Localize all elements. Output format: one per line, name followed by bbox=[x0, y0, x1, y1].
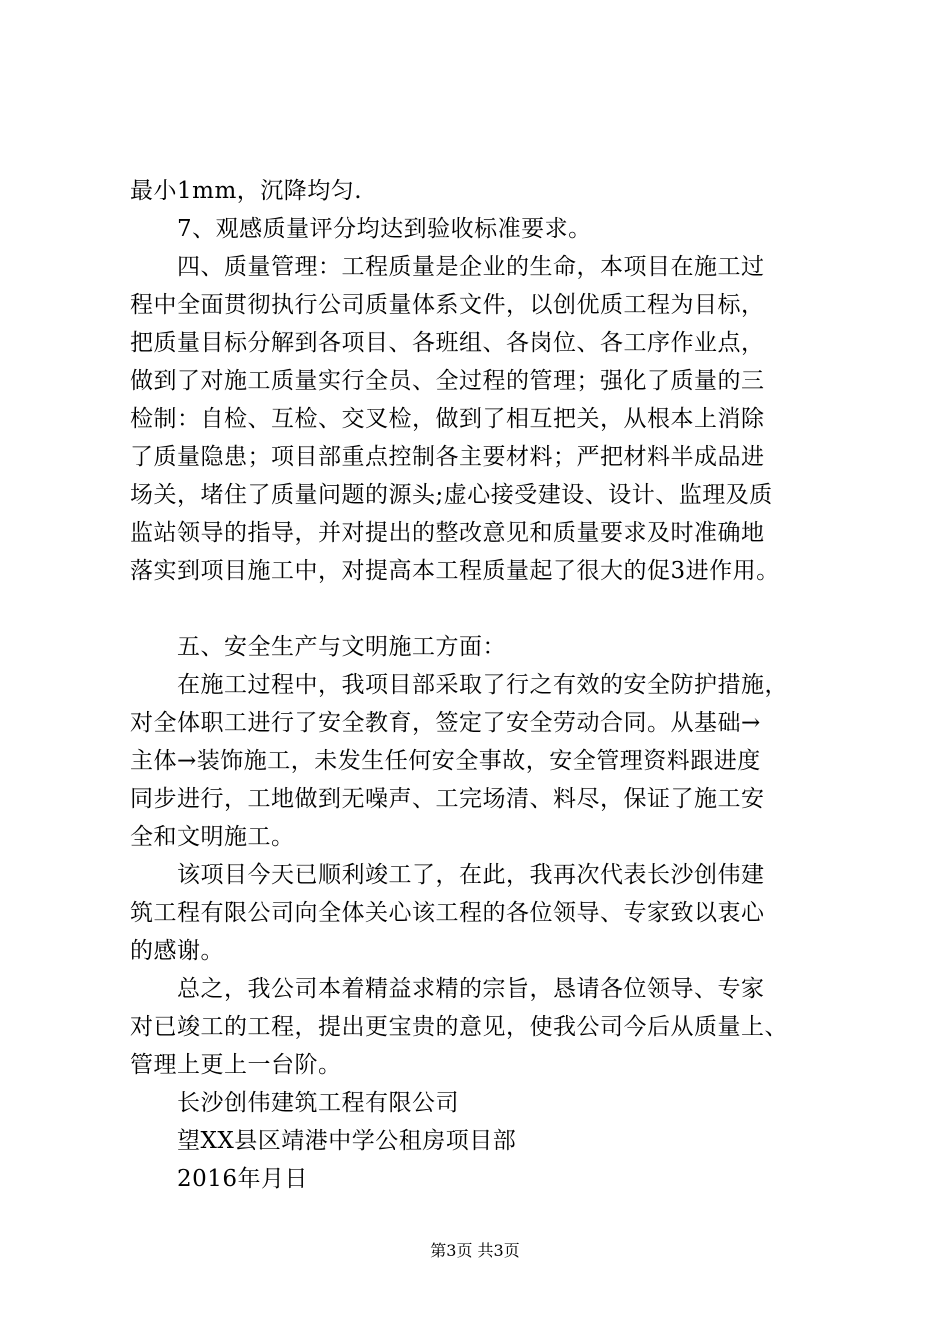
page-footer: 第3页 共3页 bbox=[430, 1241, 520, 1260]
text-line: 最小1mm，沉降均匀. bbox=[130, 178, 363, 204]
text-line: 全和文明施工。 bbox=[130, 824, 295, 850]
text-line: 筑工程有限公司向全体关心该工程的各位领导、专家致以衷心 bbox=[130, 900, 765, 926]
text-line: 望XX县区靖港中学公租房项目部 bbox=[177, 1128, 517, 1154]
blank-line bbox=[130, 590, 850, 628]
text-line: 落实到项目施工中，对提高本工程质量起了很大的促3进作用。 bbox=[130, 558, 780, 584]
text-line: 做到了对施工质量实行全员、全过程的管理；强化了质量的三 bbox=[130, 368, 765, 394]
document-body bbox=[130, 172, 850, 1198]
text-line: 长沙创伟建筑工程有限公司 bbox=[177, 1090, 459, 1116]
text-line: 同步进行，工地做到无噪声、工完场清、料尽，保证了施工安 bbox=[130, 786, 765, 812]
text-line: 2016年月日 bbox=[177, 1166, 309, 1192]
text-line: 监站领导的指导，并对提出的整改意见和质量要求及时准确地 bbox=[130, 520, 765, 546]
text-line: 场关，堵住了质量问题的源头;虚心接受建设、设计、监理及质 bbox=[130, 482, 773, 508]
text-line: 总之，我公司本着精益求精的宗旨，恳请各位领导、专家 bbox=[177, 976, 765, 1002]
text-line: 主体→装饰施工，未发生任何安全事故，安全管理资料跟进度 bbox=[130, 748, 761, 774]
text-line: 把质量目标分解到各项目、各班组、各岗位、各工序作业点， bbox=[130, 330, 765, 356]
text-line: 在施工过程中，我项目部采取了行之有效的安全防护措施， bbox=[177, 672, 788, 698]
text-line: 的感谢。 bbox=[130, 938, 224, 964]
text-line: 了质量隐患；项目部重点控制各主要材料；严把材料半成品进 bbox=[130, 444, 765, 470]
text-line: 五、安全生产与文明施工方面： bbox=[177, 634, 506, 660]
text-line: 7、观感质量评分均达到验收标准要求。 bbox=[177, 216, 592, 242]
text-line: 对已竣工的工程，提出更宝贵的意见，使我公司今后从质量上、 bbox=[130, 1014, 788, 1040]
text-line: 检制：自检、互检、交叉检，做到了相互把关，从根本上消除 bbox=[130, 406, 765, 432]
text-line: 对全体职工进行了安全教育，签定了安全劳动合同。从基础→ bbox=[130, 710, 761, 736]
text-line: 程中全面贯彻执行公司质量体系文件，以创优质工程为目标， bbox=[130, 292, 765, 318]
text-line: 管理上更上一台阶。 bbox=[130, 1052, 342, 1078]
text-line: 四、质量管理：工程质量是企业的生命，本项目在施工过 bbox=[177, 254, 765, 280]
text-line: 该项目今天已顺利竣工了，在此，我再次代表长沙创伟建 bbox=[177, 862, 765, 888]
